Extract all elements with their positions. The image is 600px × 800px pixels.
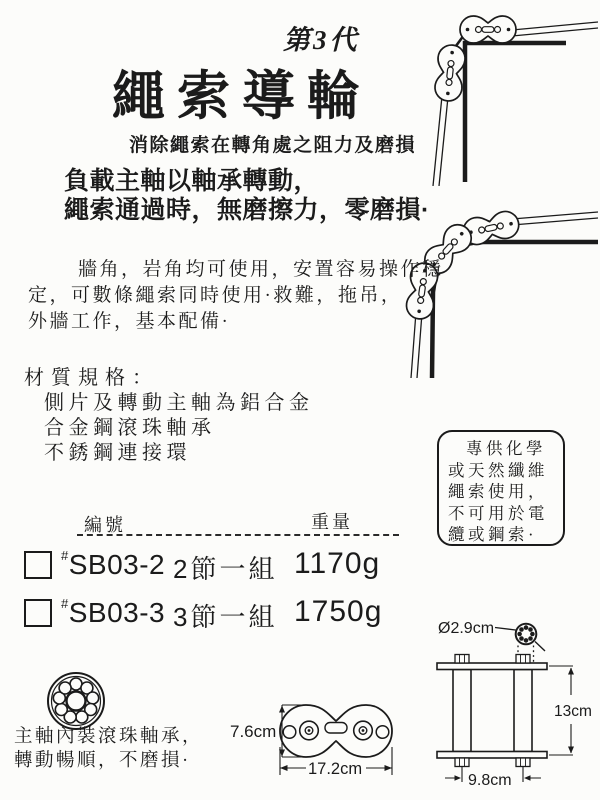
bearing-caption — [14, 726, 203, 773]
product-set: 3節一組 — [173, 602, 278, 632]
usage-line: 牆角，岩角均可使用，安置容易操作穩 — [78, 259, 444, 280]
materials-heading: 材質規格： — [24, 367, 159, 389]
product-weight: 1170g — [294, 547, 381, 580]
side-view-dimension-diagram — [222, 695, 422, 795]
diameter-label: Ø2.9cm — [438, 620, 495, 637]
materials-item: 合金鋼滾珠軸承 — [44, 417, 216, 439]
weight-column-header: 重量 — [311, 512, 353, 532]
rope-type-notice-box — [437, 430, 565, 546]
front-height-label: 13cm — [554, 703, 592, 720]
product-code: #SB03-3 — [61, 596, 166, 628]
table-divider — [77, 534, 399, 536]
product-checkbox-sb03-3[interactable] — [24, 599, 52, 627]
product-code: #SB03-2 — [61, 548, 166, 580]
page-title: 繩索導輪 — [112, 67, 372, 126]
side-width-label: 17.2cm — [308, 760, 363, 778]
bearing-caption-line: 轉動暢順，不磨損· — [14, 750, 191, 771]
product-weight: 1750g — [294, 595, 383, 628]
intro-paragraph — [64, 167, 430, 225]
generation-label: 第3代 — [283, 25, 360, 55]
ball-bearing-icon — [46, 671, 106, 731]
side-height-label: 7.6cm — [230, 722, 277, 741]
sharp-corner-diagram — [398, 10, 598, 186]
intro-line: 繩索通過時，無磨擦力，零磨損· — [64, 196, 430, 224]
code-column-header: 編號 — [84, 515, 126, 535]
usage-paragraph — [28, 257, 444, 335]
notice-line: 繩索使用， — [448, 482, 548, 501]
notice-line: 或天然纖維 — [448, 460, 548, 480]
front-view-dimension-diagram — [425, 598, 600, 800]
notice-line: 專供化學 — [466, 439, 546, 458]
materials-item: 側片及轉動主軸為鋁合金 — [44, 392, 314, 414]
notice-line: 纜或鋼索· — [448, 525, 537, 544]
product-checkbox-sb03-2[interactable] — [24, 551, 52, 579]
intro-line: 負載主軸以軸承轉動， — [64, 167, 320, 195]
bolt-spacing-label: 9.8cm — [468, 772, 512, 789]
code-prefix: # — [61, 596, 69, 611]
usage-line: 外牆工作，基本配備· — [28, 311, 231, 332]
materials-spec — [24, 366, 314, 466]
page-subtitle: 消除繩索在轉角處之阻力及磨損 — [129, 135, 417, 156]
usage-line: 定，可數條繩索同時使用·救難，拖吊， — [28, 285, 403, 306]
product-set: 2節一組 — [173, 554, 278, 584]
notice-line: 不可用於電 — [448, 503, 548, 523]
bearing-caption-line: 主軸內裝滾珠軸承， — [14, 727, 204, 747]
materials-item: 不銹鋼連接環 — [44, 442, 191, 464]
code-prefix: # — [61, 548, 69, 563]
